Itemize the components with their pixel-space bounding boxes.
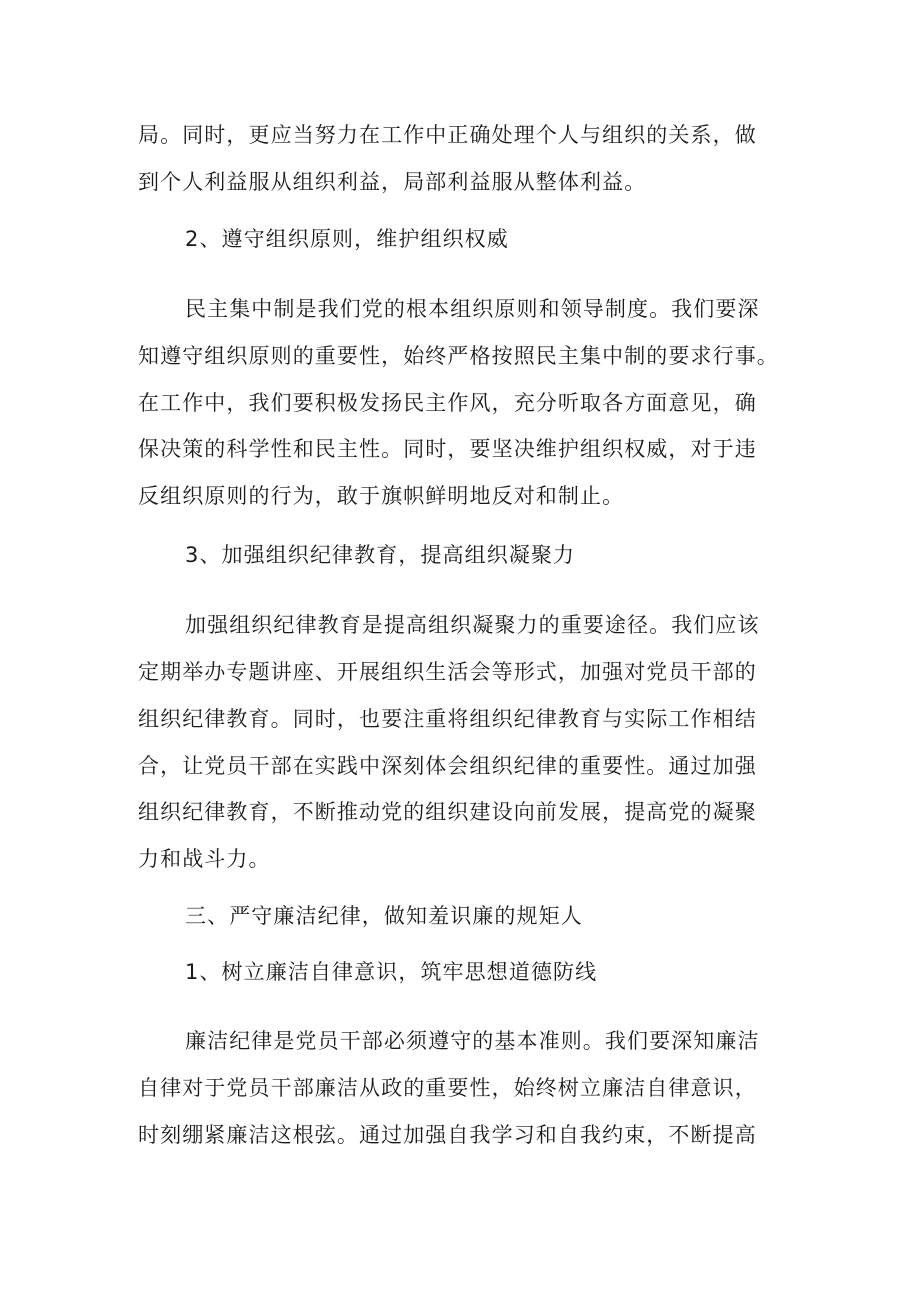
paragraph-line: 反组织原则的行为，敢于旗帜鲜明地反对和制止。 [138, 484, 625, 508]
paragraph-line: 到个人利益服从组织利益，局部利益服从整体利益。 [138, 170, 647, 194]
paragraph-line: 定期举办专题讲座、开展组织生活会等形式，加强对党员干部的 [138, 660, 757, 684]
paragraph-line: 自律对于党员干部廉洁从政的重要性，始终树立廉洁自律意识， [138, 1076, 757, 1100]
section-heading: 1、树立廉洁自律意识，筑牢思想道德防线 [185, 960, 598, 984]
paragraph-line: 知遵守组织原则的重要性，始终严格按照民主集中制的要求行事。 [138, 344, 779, 368]
paragraph-line: 合，让党员干部在实践中深刻体会组织纪律的重要性。通过加强 [138, 754, 757, 778]
paragraph-line: 力和战斗力。 [138, 847, 271, 871]
paragraph-line: 加强组织纪律教育是提高组织凝聚力的重要途径。我们应该 [185, 613, 760, 637]
chapter-heading: 三、严守廉洁纪律，做知羞识廉的规矩人 [185, 904, 583, 928]
paragraph-line: 廉洁纪律是党员干部必须遵守的基本准则。我们要深知廉洁 [185, 1029, 760, 1053]
paragraph-line: 在工作中，我们要积极发扬民主作风，充分听取各方面意见，确 [138, 391, 757, 415]
paragraph-line: 组织纪律教育，不断推动党的组织建设向前发展，提高党的凝聚 [138, 800, 757, 824]
paragraph-line: 民主集中制是我们党的根本组织原则和领导制度。我们要深 [185, 297, 760, 321]
section-heading: 2、遵守组织原则，维护组织权威 [185, 227, 509, 251]
paragraph-line: 局。同时，更应当努力在工作中正确处理个人与组织的关系，做 [138, 123, 757, 147]
section-heading: 3、加强组织纪律教育，提高组织凝聚力 [185, 543, 576, 567]
paragraph-line: 组织纪律教育。同时，也要注重将组织纪律教育与实际工作相结 [138, 707, 757, 731]
paragraph-line: 保决策的科学性和民主性。同时，要坚决维护组织权威，对于违 [138, 437, 757, 461]
paragraph-line: 时刻绷紧廉洁这根弦。通过加强自我学习和自我约束，不断提高 [138, 1123, 757, 1147]
